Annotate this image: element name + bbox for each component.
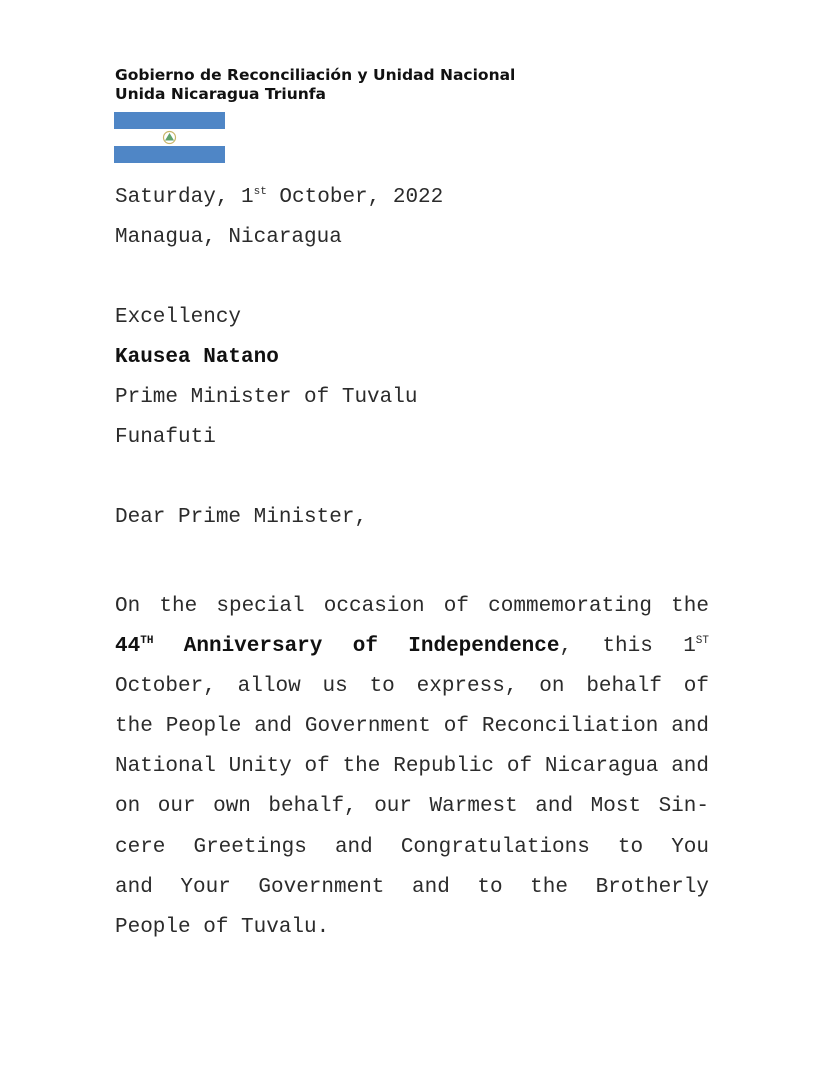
recipient-name: Kausea Natano [115, 346, 279, 369]
letterhead [115, 66, 515, 104]
body-line-4: the People and Government of Reconciliation and [115, 715, 709, 739]
body-line-2: 44TH Anniversary of Independence, this 1ST [115, 635, 709, 659]
recipient-city: Funafuti [115, 426, 216, 449]
letter-date: Saturday, 1st October, 2022 [115, 186, 444, 209]
letterhead-line-1: Gobierno de Reconciliación y Unidad Nacional [115, 66, 516, 84]
body-line-7: cere Greetings and Congratulations to You [115, 835, 709, 859]
letterhead-line-2: Unida Nicaragua Triunfa [115, 85, 327, 103]
recipient-position: Prime Minister of Tuvalu [115, 386, 418, 409]
body-line-6: on our own behalf, our Warmest and Most Sin- [115, 795, 709, 819]
letter-place: Managua, Nicaragua [115, 226, 342, 249]
body-line-8: and Your Government and to the Brotherly [115, 875, 709, 899]
letter-body [115, 587, 709, 948]
body-line-3: October, allow us to express, on behalf of [115, 675, 709, 699]
greeting: Dear Prime Minister, [115, 506, 368, 529]
body-line-1: On the special occasion of commemorating the [115, 595, 709, 618]
body-line-5: National Unity of the Republic of Nicaragua and [115, 755, 709, 779]
body-line-9: People of Tuvalu. [115, 915, 330, 939]
nicaragua-flag-icon [114, 112, 225, 163]
recipient-title: Excellency [115, 306, 242, 329]
